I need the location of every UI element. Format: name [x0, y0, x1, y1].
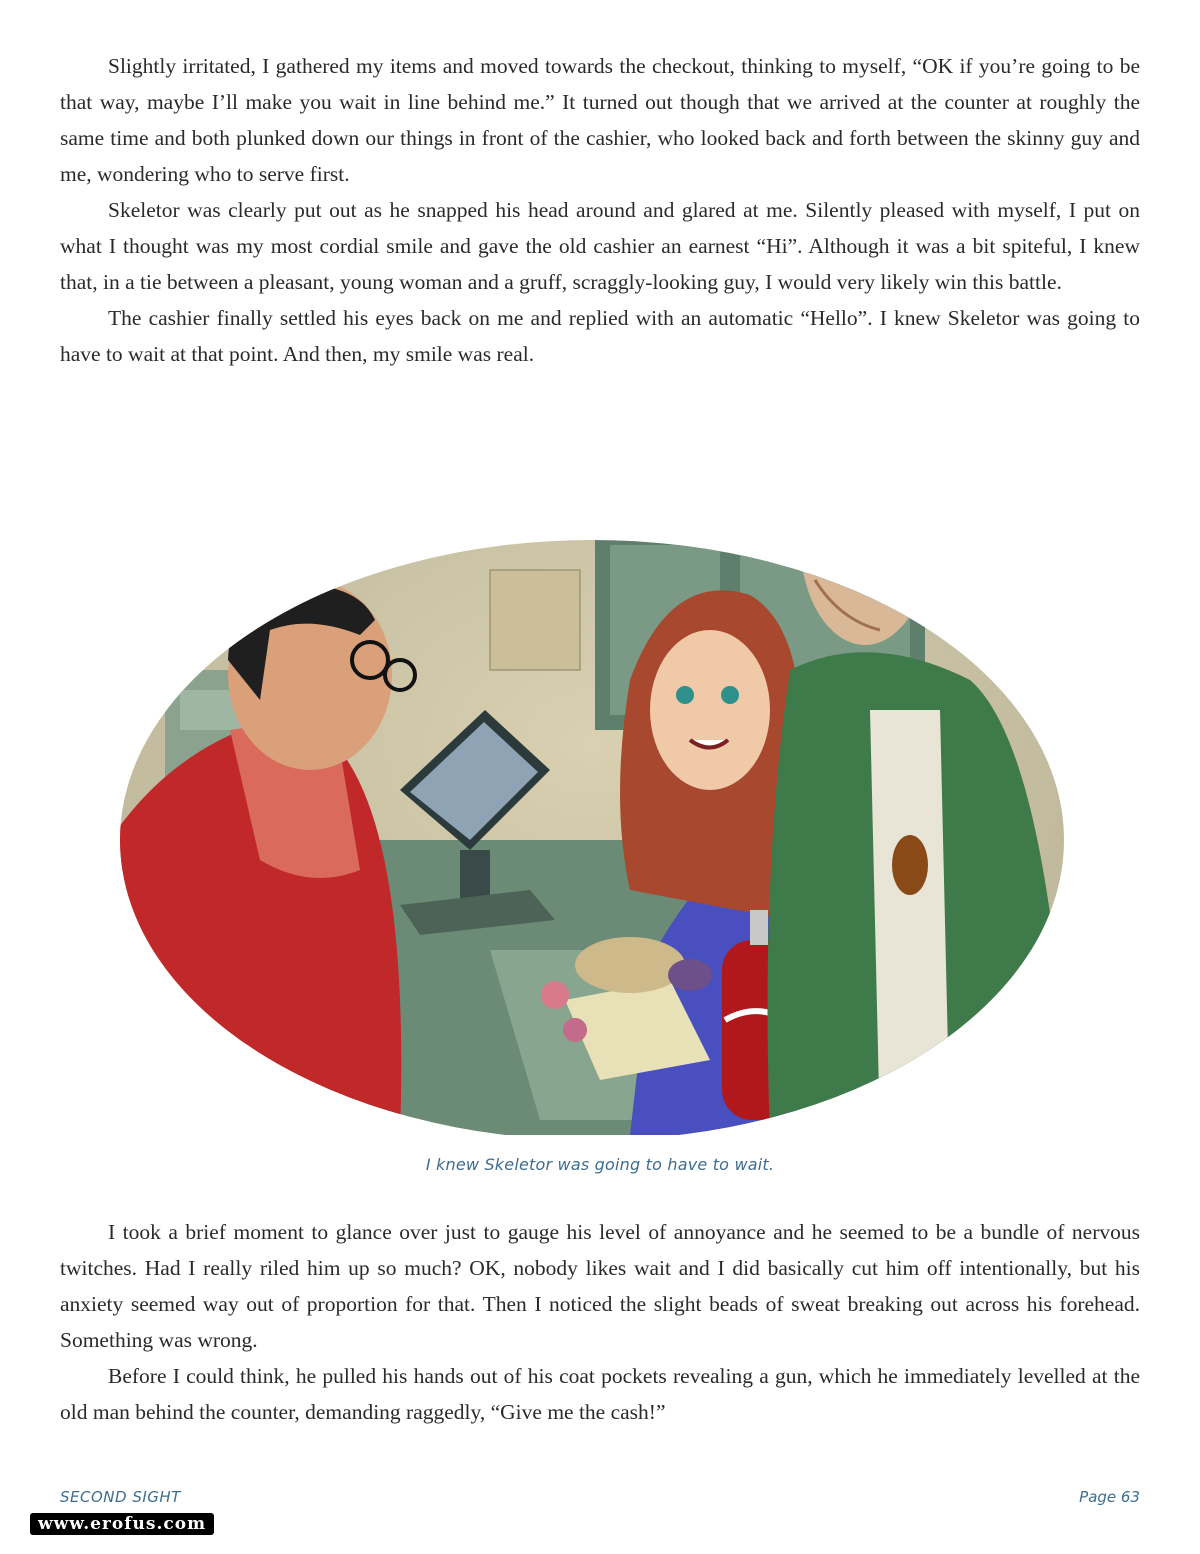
woman-face — [650, 630, 770, 790]
top-text — [60, 48, 1140, 372]
man-head — [800, 435, 930, 645]
bottom-text — [60, 1214, 1140, 1430]
illustration — [110, 420, 1075, 1135]
paragraph: Skeletor was clearly put out as he snapped his head around and glared at me. Silently pleased with myself, I put on what I thought was my most cordial smile and gave the old cashier an earnest “Hi”. Although it was a bit spiteful, I knew that, in a tie between a pleasant, young woman and a gruff, scraggly-looking guy, I would very likely win this battle. — [60, 198, 1140, 294]
paragraph: I took a brief moment to glance over just to gauge his level of annoyance and he seemed to be a bundle of nervous twitches. Had I really riled him up so much? OK, nobody likes wait and I did basically cut him off intentionally, but his anxiety seemed way out of proportion for that. Then I noticed the slight beads of sweat breaking out across his forehead. Something was wrong. — [60, 1220, 1140, 1352]
watermark: www.erofus.com — [30, 1513, 214, 1535]
paragraph: Before I could think, he pulled his hands out of his coat pockets revealing a gun, which he immediately levelled at the old man behind the counter, demanding raggedly, “Give me the cash!” — [60, 1364, 1140, 1424]
figure-caption: I knew Skeletor was going to have to wait. — [425, 1155, 775, 1174]
paragraph: Slightly irritated, I gathered my items and moved towards the checkout, thinking to myself, “OK if you’re going to be that way, maybe I’ll make you wait in line behind me.” It turned out though that we arrived at the counter at roughly the same time and both plunked down our things in front of the cashier, who looked back and forth between the skinny guy and me, wondering who to serve first. — [60, 54, 1140, 186]
store-scene — [110, 420, 1075, 1135]
man-shirt — [870, 710, 950, 1135]
page-number: Page 63 — [1079, 1488, 1140, 1506]
book-title-footer: SECOND SIGHT — [60, 1488, 181, 1506]
paragraph: The cashier finally settled his eyes back on me and replied with an automatic “Hello”. I knew Skeletor was going to have to wait at that point. And then, my smile was real. — [60, 306, 1140, 366]
